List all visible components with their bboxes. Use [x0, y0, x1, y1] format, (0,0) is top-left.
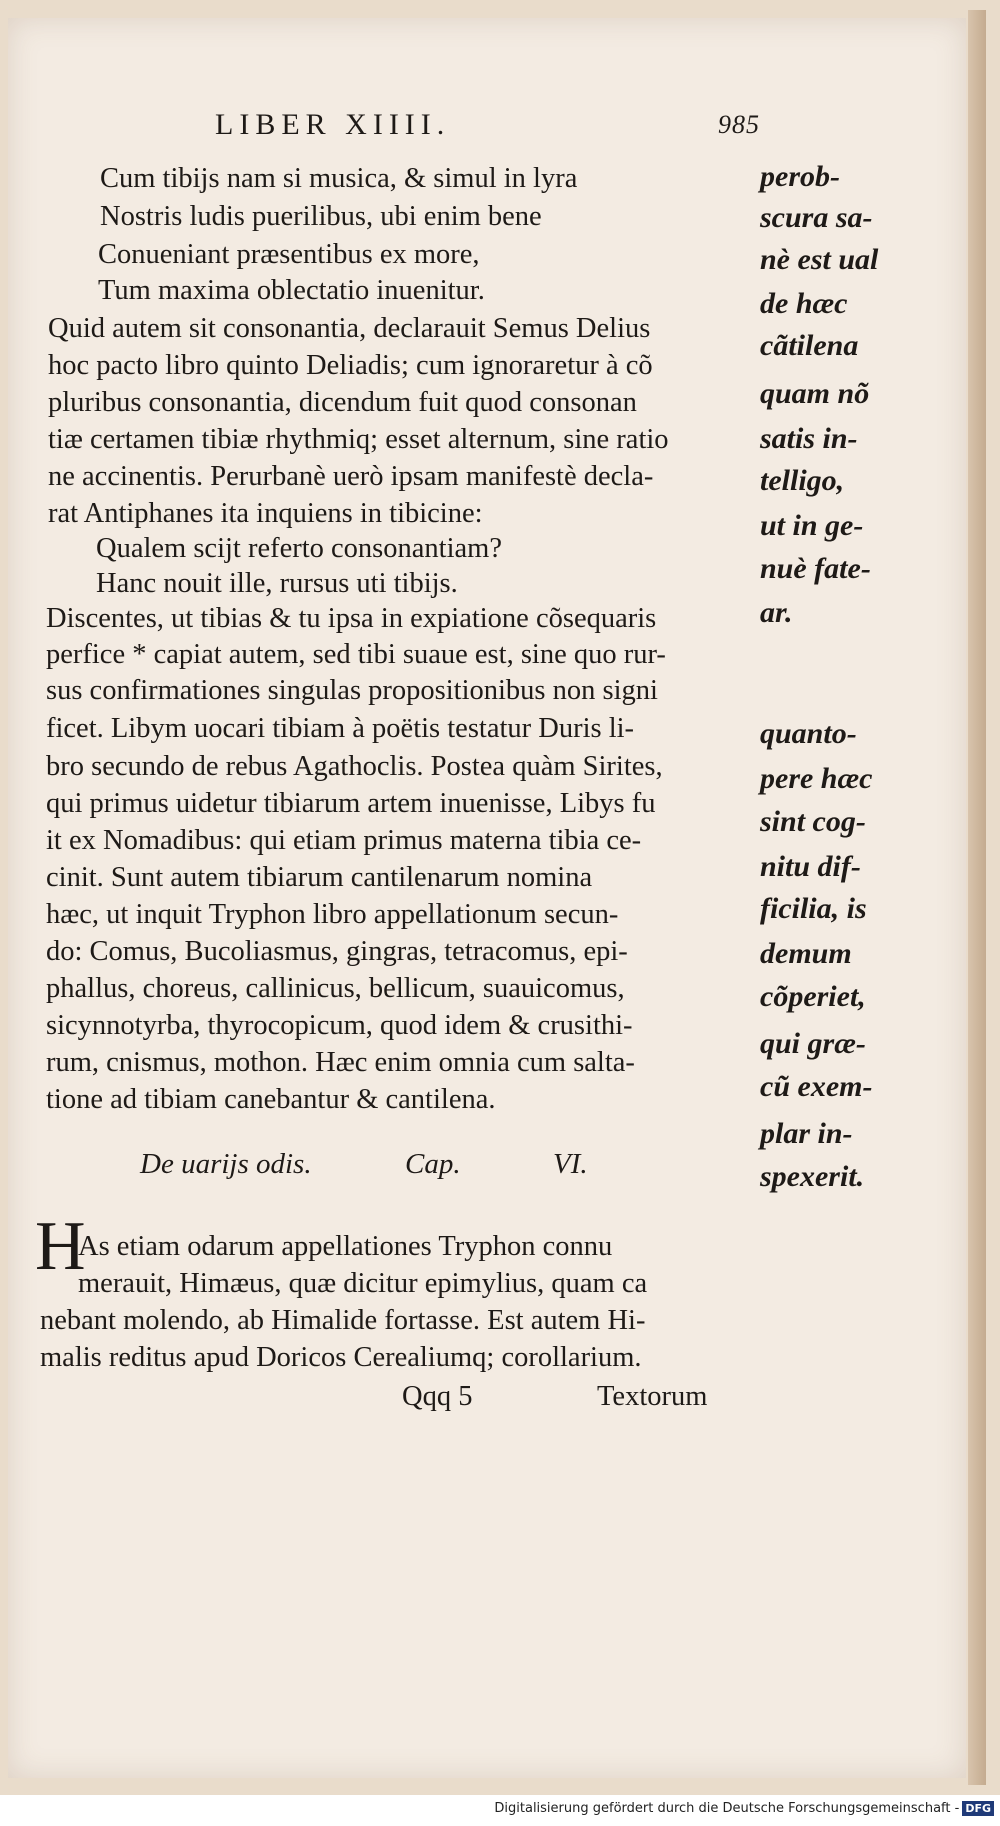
verse-line: Cum tibijs nam si musica, & simul in lyra: [100, 163, 578, 194]
text-line: bro secundo de rebus Agathoclis. Postea quàm Sirites,: [46, 751, 663, 782]
margin-note-line: cũ exem-: [760, 1070, 873, 1103]
catchword: Textorum: [597, 1381, 708, 1412]
margin-note-line: cãtilena: [760, 329, 859, 362]
digitization-credit: [494, 1801, 994, 1816]
margin-note-line: sint cog-: [760, 805, 866, 838]
margin-note-line: spexerit.: [760, 1160, 865, 1193]
margin-note-line: cõperiet,: [760, 980, 866, 1013]
margin-note-line: ut in ge-: [760, 509, 864, 542]
margin-note-line: nè est ual: [760, 243, 879, 276]
text-line: it ex Nomadibus: qui etiam primus materna tibia ce-: [46, 825, 642, 856]
margin-note-line: satis in-: [760, 422, 858, 455]
margin-note-line: nitu dif-: [760, 850, 861, 883]
margin-note-line: ficilia, is: [760, 892, 867, 925]
margin-note-line: perob-: [760, 160, 840, 193]
running-header-title: LIBER XIIII.: [215, 108, 451, 141]
text-line: merauit, Himæus, quæ dicitur epimylius, quam ca: [78, 1268, 648, 1299]
verse-line: Nostris ludis puerilibus, ubi enim bene: [100, 201, 542, 232]
digitization-credit-text: Digitalisierung gefördert durch die Deutsche Forschungsgemeinschaft -: [494, 1801, 960, 1816]
text-line: perfice * capiat autem, sed tibi suaue est, sine quo rur-: [46, 639, 666, 670]
text-line: ficet. Libym uocari tibiam à poëtis testatur Duris li-: [46, 713, 635, 744]
chapter-cap-label: Cap.: [405, 1148, 461, 1180]
margin-note-line: scura sa-: [760, 201, 873, 234]
text-line: pluribus consonantia, dicendum fuit quod consonan: [48, 387, 637, 418]
chapter-title: De uarijs odis.: [140, 1148, 312, 1180]
margin-note-line: plar in-: [760, 1117, 853, 1150]
margin-note-line: de hæc: [760, 287, 848, 320]
text-line: cinit. Sunt autem tibiarum cantilenarum nomina: [46, 862, 593, 893]
margin-note-line: ar.: [760, 596, 793, 629]
margin-note-line: telligo,: [760, 464, 845, 497]
margin-note-line: quanto-: [760, 717, 857, 750]
verse-line: Hanc nouit ille, rursus uti tibijs.: [96, 568, 458, 599]
verse-line: Conueniant præsentibus ex more,: [98, 239, 480, 270]
drop-cap: H: [35, 1208, 86, 1285]
text-line: ne accinentis. Perurbanè uerò ipsam manifestè decla-: [48, 461, 654, 492]
text-line: hæc, ut inquit Tryphon libro appellationum secun-: [46, 899, 619, 930]
text-line: qui primus uidetur tibiarum artem inuenisse, Libys fu: [46, 788, 656, 819]
text-line: Quid autem sit consonantia, declarauit Semus Delius: [48, 313, 651, 344]
text-line: tione ad tibiam canebantur & cantilena.: [46, 1084, 496, 1115]
text-line: Discentes, ut tibias & tu ipsa in expiatione cõsequaris: [46, 603, 657, 634]
verse-line: Qualem scijt referto consonantiam?: [96, 533, 502, 564]
text-line: hoc pacto libro quinto Deliadis; cum ignoraretur à cõ: [48, 350, 653, 381]
margin-note-line: quam nõ: [760, 377, 870, 410]
signature-mark: Qqq 5: [402, 1381, 473, 1412]
dfg-logo: DFG: [962, 1801, 994, 1816]
text-line: do: Comus, Bucoliasmus, gingras, tetracomus, epi-: [46, 936, 628, 967]
verse-line: Tum maxima oblectatio inuenitur.: [98, 275, 485, 306]
margin-note-line: demum: [760, 937, 852, 970]
page-edge: [968, 10, 986, 1785]
text-line: nebant molendo, ab Himalide fortasse. Est autem Hi-: [40, 1305, 646, 1336]
text-line: malis reditus apud Doricos Cerealiumq; corollarium.: [40, 1342, 642, 1373]
text-line: As etiam odarum appellationes Tryphon connu: [78, 1231, 613, 1262]
text-line: rat Antiphanes ita inquiens in tibicine:: [48, 498, 483, 529]
text-line: tiæ certamen tibiæ rhythmiq; esset alternum, sine ratio: [48, 424, 669, 455]
text-line: phallus, choreus, callinicus, bellicum, suauicomus,: [46, 973, 625, 1004]
margin-note-line: qui græ-: [760, 1027, 866, 1060]
margin-note-line: nuè fate-: [760, 552, 871, 585]
text-line: rum, cnismus, mothon. Hæc enim omnia cum salta-: [46, 1047, 635, 1078]
text-line: sus confirmationes singulas propositionibus non signi: [46, 675, 658, 706]
page-number: 985: [718, 110, 760, 139]
margin-note-line: pere hæc: [760, 762, 873, 795]
text-line: sicynnotyrba, thyrocopicum, quod idem & crusithi-: [46, 1010, 633, 1041]
chapter-number: VI.: [553, 1148, 588, 1180]
